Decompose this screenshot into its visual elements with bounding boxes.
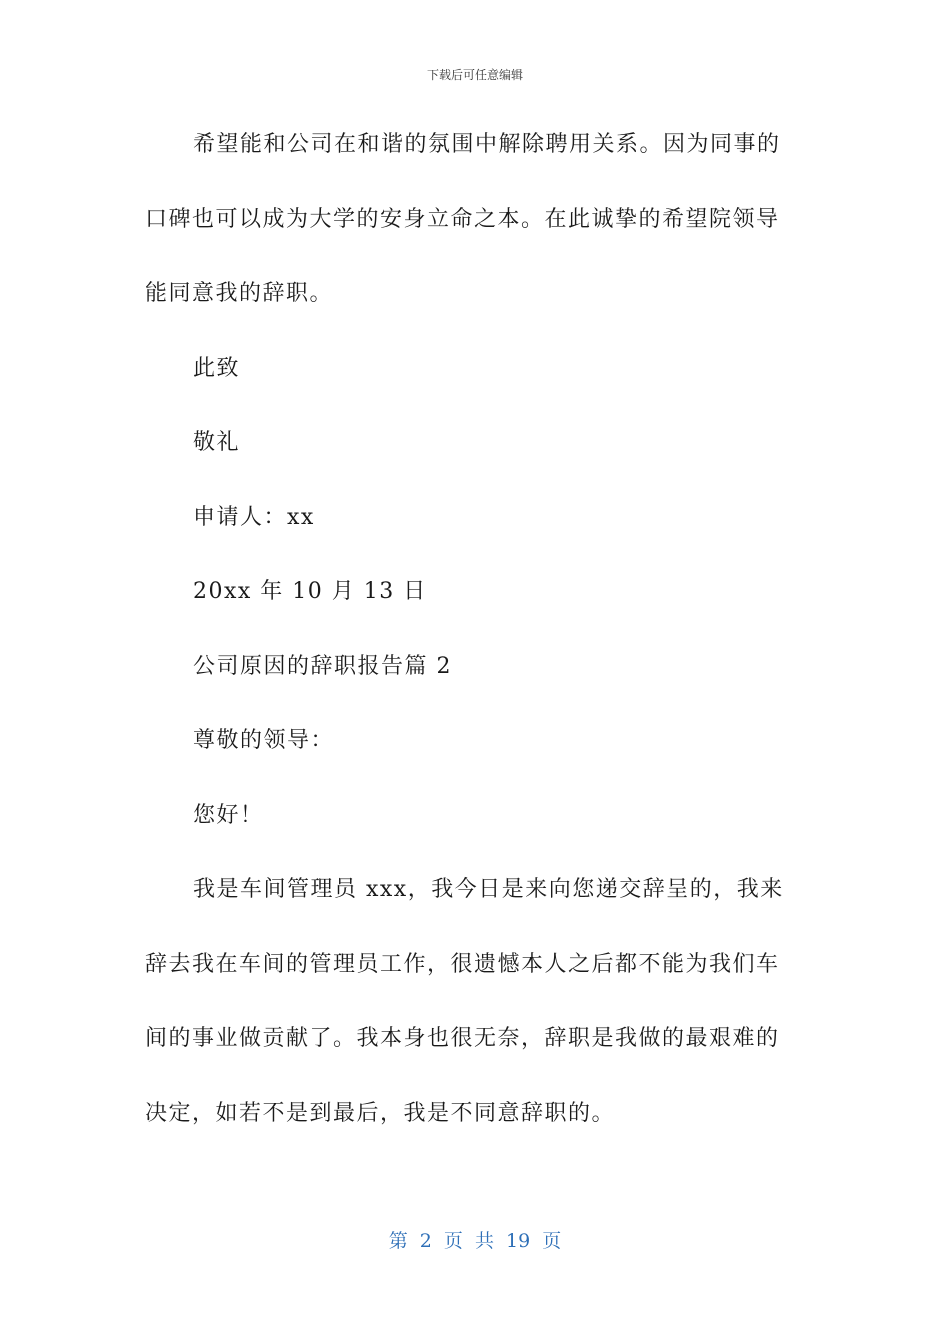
greeting-hello: 您好！ bbox=[193, 802, 264, 828]
date-line: 20xx 年 10 月 13 日 bbox=[193, 579, 427, 604]
greeting-addressee: 尊敬的领导： bbox=[193, 728, 335, 753]
paragraph-line: 我是车间管理员 xxx，我今日是来向您递交辞呈的，我来 bbox=[193, 877, 784, 902]
page-header: 下载后可任意编辑 bbox=[426, 68, 523, 82]
paragraph-line: 间的事业做贡献了。我本身也很无奈，辞职是我做的最艰难的 bbox=[145, 1026, 780, 1051]
paragraph-line: 能同意我的辞职。 bbox=[145, 281, 334, 306]
document-body bbox=[145, 120, 795, 1163]
paragraph-line: 决定，如若不是到最后，我是不同意辞职的。 bbox=[145, 1100, 616, 1126]
paragraph-line: 希望能和公司在和谐的氛围中解除聘用关系。因为同事的 bbox=[193, 132, 781, 157]
section-title: 公司原因的辞职报告篇 2 bbox=[193, 653, 452, 679]
closing-salutation: 此致 bbox=[193, 355, 241, 381]
paragraph-line: 口碑也可以成为大学的安身立命之本。在此诚挚的希望院领导 bbox=[145, 206, 780, 232]
page-number-footer: 第 2 页 共 19 页 bbox=[388, 1230, 562, 1252]
paragraph-line: 辞去我在车间的管理员工作，很遗憾本人之后都不能为我们车 bbox=[145, 951, 780, 977]
closing-regards: 敬礼 bbox=[193, 430, 241, 455]
applicant-line: 申请人：xx bbox=[193, 504, 315, 530]
